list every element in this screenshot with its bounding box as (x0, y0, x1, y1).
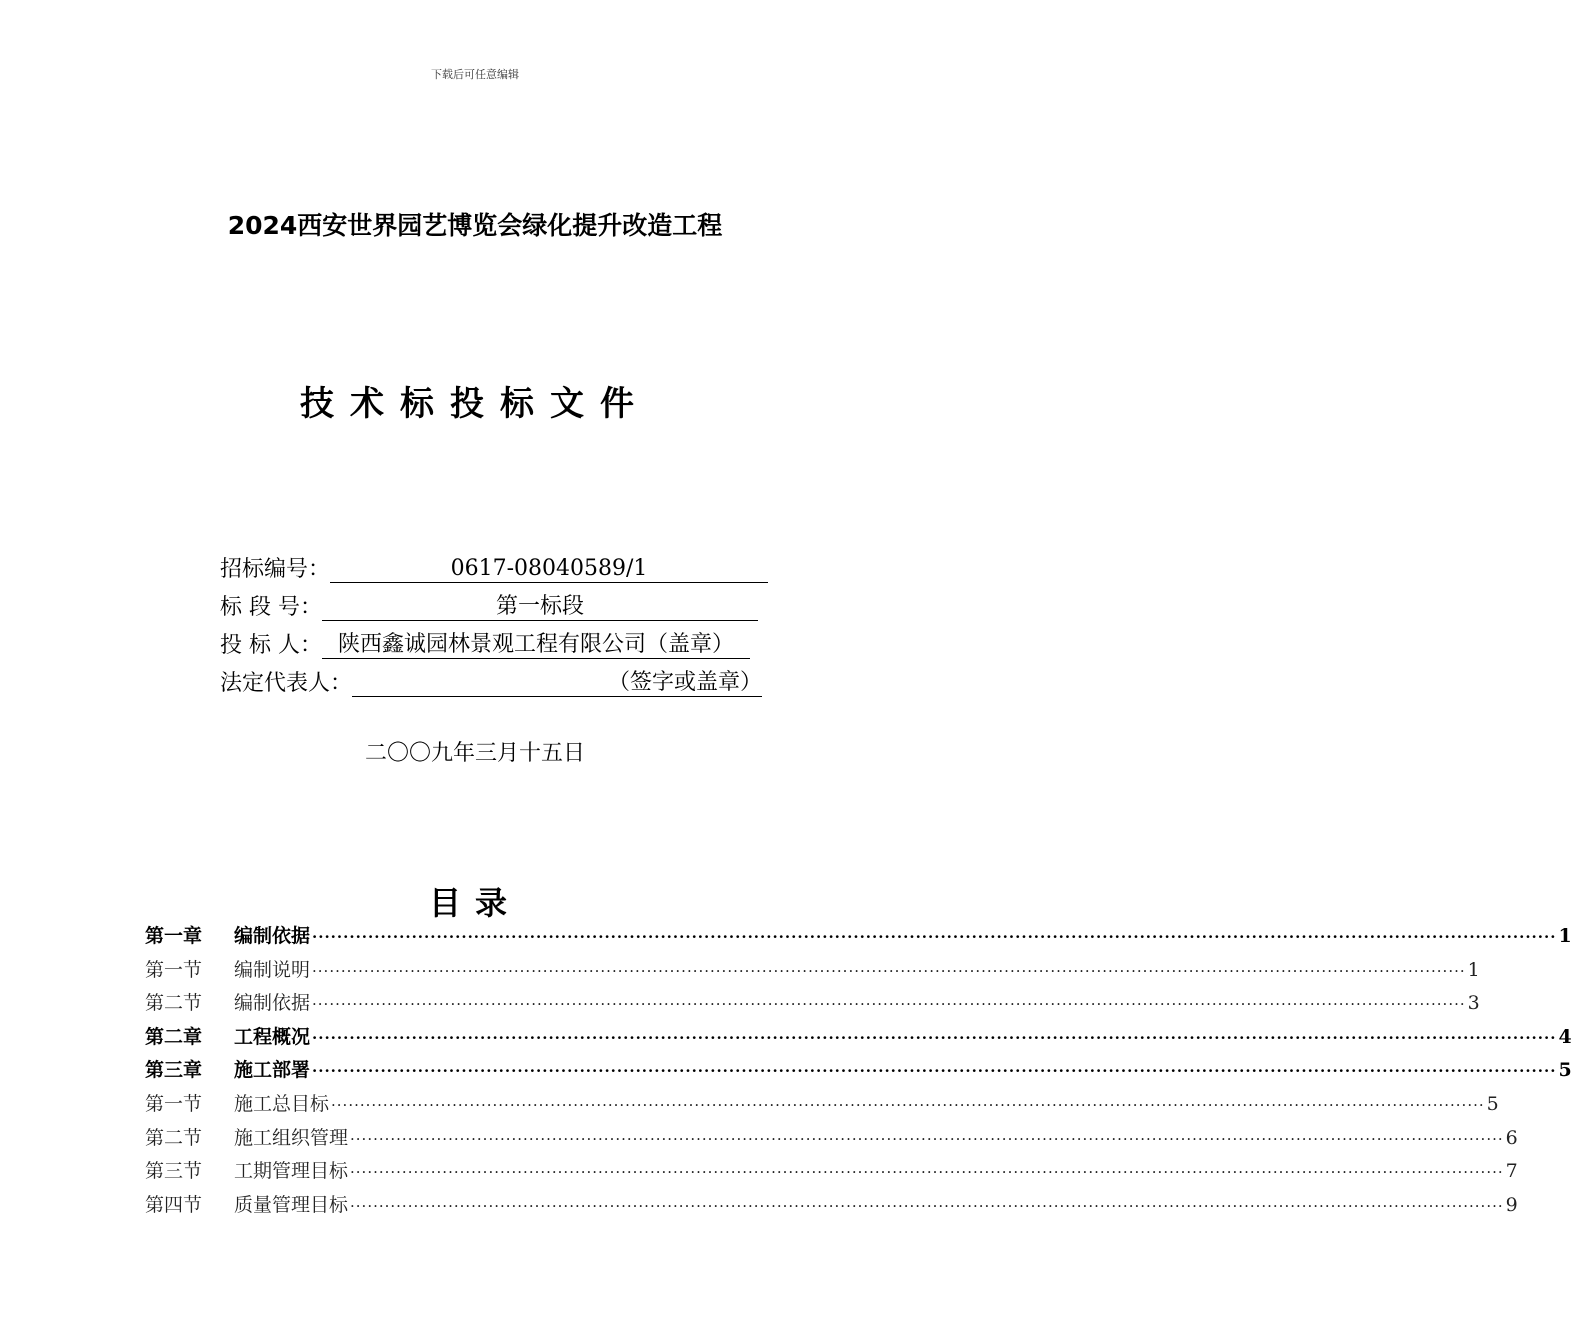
toc-leader-dots: ········································································································································································································ (350, 1163, 1504, 1182)
bid-number-label: 招标编号： (220, 557, 331, 582)
section-label: 标 段 号： (220, 595, 322, 620)
toc-leader-dots: ········································································································································································································ (312, 928, 1557, 946)
bid-number-value: 0617-08040589/1 (330, 556, 768, 583)
toc-leader-dots: ········································································································································································································ (350, 1129, 1504, 1148)
bid-number-row (220, 545, 800, 583)
header-note: 下载后可任意编辑 (431, 68, 519, 81)
toc-entry-number: 第一节 (145, 958, 203, 981)
toc-entry-number: 第二节 (145, 1126, 203, 1149)
toc-leader-dots: ········································································································································································································ (350, 1196, 1504, 1215)
toc-entry-number: 第三章 (145, 1059, 203, 1082)
toc-entry-number: 第一章 (145, 925, 203, 947)
toc-entry (145, 1054, 1572, 1088)
bidder-row (220, 621, 800, 659)
toc-entry-page: 7 (1505, 1160, 1518, 1183)
toc-entry-page: 4 (1558, 1025, 1572, 1048)
toc-entry-title: 施工部署 (234, 1059, 311, 1082)
bid-info (220, 545, 800, 697)
section-row (220, 583, 800, 621)
toc-entry (145, 954, 1480, 988)
toc-entry-title: 施工组织管理 (234, 1126, 349, 1149)
toc-entry-number: 第二节 (145, 992, 203, 1015)
toc-entry-page: 5 (1486, 1092, 1499, 1115)
project-title: 2024西安世界园艺博览会绿化提升改造工程 (227, 211, 723, 240)
toc-entry-page: 1 (1467, 958, 1480, 981)
representative-value: （签字或盖章） (352, 670, 762, 697)
bidder-label: 投 标 人： (220, 633, 322, 658)
toc-entry (145, 1155, 1518, 1189)
toc-entry-title: 编制依据 (234, 925, 311, 947)
toc-leader-dots: ········································································································································································································ (312, 1028, 1557, 1047)
toc-entry-number: 第一节 (145, 1092, 203, 1115)
toc-entry-title: 工期管理目标 (234, 1160, 349, 1183)
toc-title: 目录 (428, 884, 521, 922)
toc-entry (145, 987, 1480, 1021)
toc-leader-dots: ········································································································································································································ (312, 1062, 1557, 1081)
representative-row (220, 659, 800, 697)
toc-entry-title: 编制说明 (234, 958, 311, 981)
toc-entry (145, 1088, 1499, 1122)
toc-leader-dots: ········································································································································································································ (331, 1095, 1485, 1114)
toc-leader-dots: ········································································································································································································ (312, 995, 1466, 1014)
toc-entry-number: 第四节 (145, 1193, 203, 1216)
document-title: 技术标投标文件 (300, 384, 650, 424)
toc-entry-title: 编制依据 (234, 992, 311, 1015)
toc-entry-page: 6 (1505, 1126, 1518, 1149)
toc-entry-number: 第三节 (145, 1160, 203, 1183)
toc-entry-title: 施工总目标 (234, 1092, 330, 1115)
bidder-value: 陕西鑫诚园林景观工程有限公司（盖章） (322, 632, 750, 659)
table-of-contents (145, 920, 1572, 1222)
representative-label: 法定代表人： (220, 671, 353, 696)
toc-entry-page: 5 (1558, 1059, 1572, 1082)
toc-entry-number: 第二章 (145, 1025, 203, 1048)
toc-entry-page: 3 (1467, 992, 1480, 1015)
toc-entry-page: 1 (1558, 925, 1572, 947)
toc-entry (145, 920, 1572, 954)
toc-entry (145, 1122, 1518, 1156)
toc-entry (145, 1021, 1572, 1055)
section-value: 第一标段 (322, 594, 758, 621)
toc-entry-title: 工程概况 (234, 1025, 311, 1048)
toc-entry-page: 9 (1505, 1193, 1518, 1216)
document-date: 二〇〇九年三月十五日 (364, 741, 585, 766)
toc-entry-title: 质量管理目标 (234, 1193, 349, 1216)
toc-entry (145, 1189, 1518, 1223)
toc-leader-dots: ········································································································································································································ (312, 961, 1466, 980)
